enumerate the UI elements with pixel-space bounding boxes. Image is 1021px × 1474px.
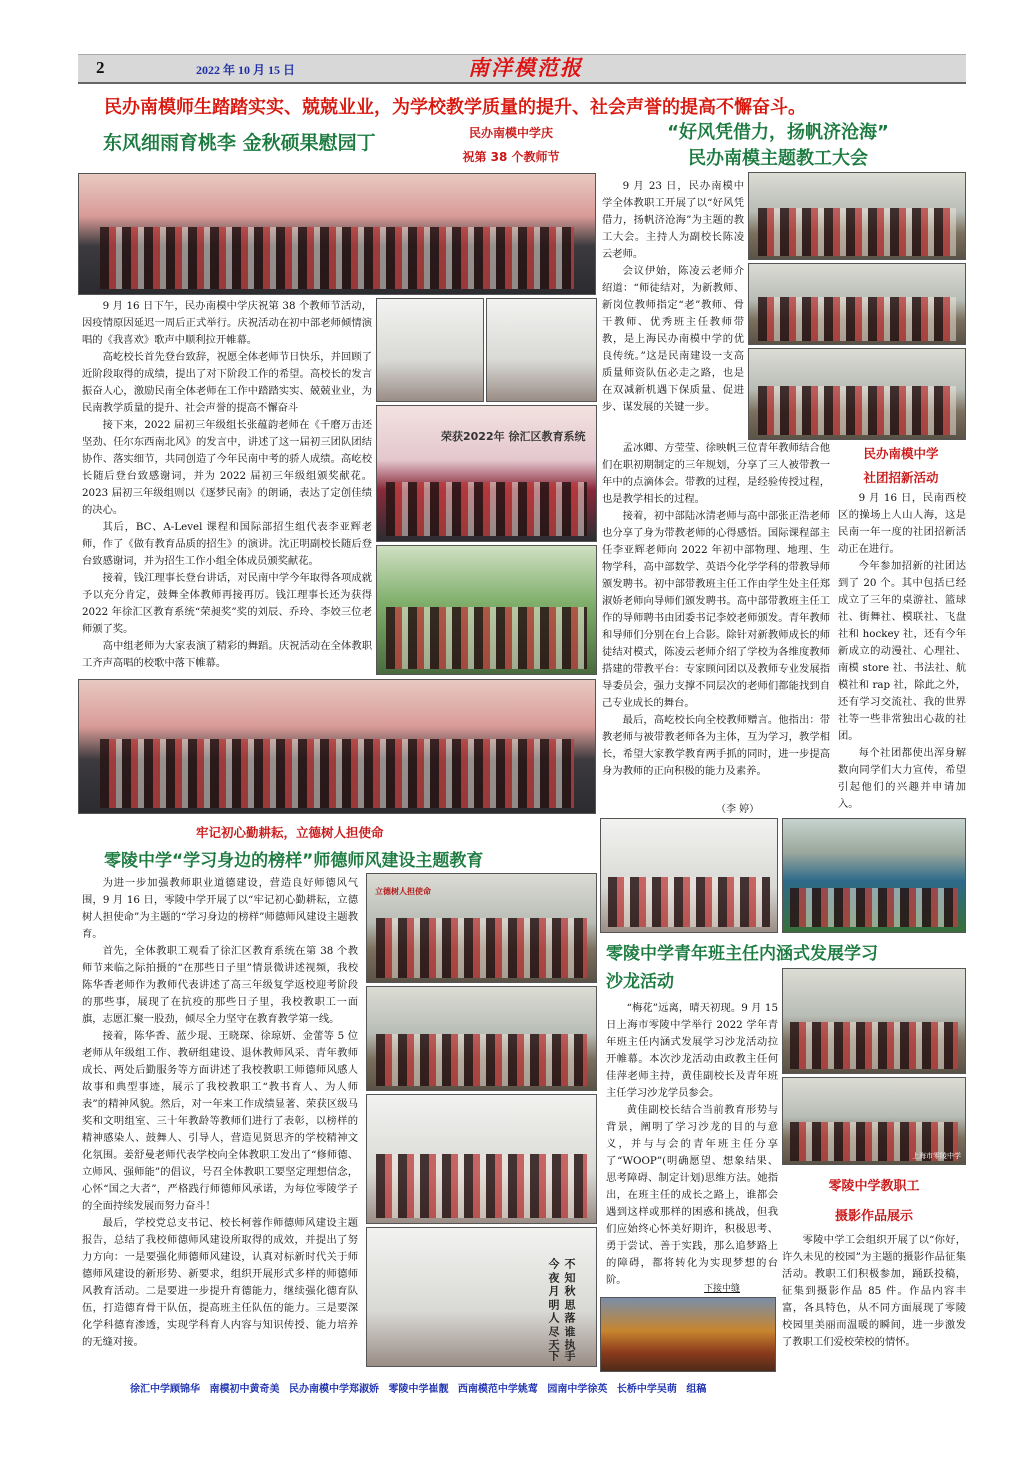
art3-title-line1: 民办南模中学 [863, 446, 939, 461]
art4-photo-flowers [366, 1094, 597, 1224]
art3-body [838, 490, 966, 815]
masthead-logo: 南洋模范报 [468, 55, 583, 80]
art4-title: 零陵中学“学习身边的榜样”师德师风建设主题教育 [104, 851, 484, 871]
art4-photo-banners [366, 986, 597, 1091]
art3-para: 每个社团都使出浑身解数向同学们大力宣传，希望引起他们的兴趣并申请加入。 [838, 747, 966, 810]
art2-photo-3 [748, 348, 966, 440]
art5-para: 黄佳副校长结合当前教育形势与背景，阐明了学习沙龙的目的与意义，并与与会的青年班主任分享了“WOOP”(明确愿望、想象结果、思考障碍、制定计划)思维方法。她指出，在班主任的成长之路上，谁都会遇到这样或那样的困惑和挑战，但我们应始终心怀美好期许，积极思考、勇于尝试、善于实践，那么追梦路上的障碍，都将转化为实现梦想的台阶。 [606, 1104, 778, 1286]
art6-para: 零陵中学工会组织开展了以“你好，许久未见的校园”为主题的摄影作品征集活动。教职工们积极参加，踊跃投稿，征集到摄影作品 85 件。作品内容丰富，各具特色，从不同方面展现了零陵校园里美丽而温暖的瞬间，进一步激发了教职工们爱校荣校的情怀。 [782, 1234, 966, 1348]
art1-kicker-line2: 祝第 38 个教师节 [462, 150, 560, 164]
art5-photo-watermark: 上海市零陵中学 [912, 1152, 961, 1160]
art4-calligraphy-signs [387, 1258, 577, 1366]
page-number: 2 [96, 58, 105, 77]
art5-body [606, 1000, 778, 1290]
art1-para: 高屹校长首先登台致辞，祝愿全体老师节日快乐，并回顾了近阶段取得的成绩，提出了对下阶段工作的希望。高校长的发言振奋人心，激励民南全体老师在工作中踏踏实实、兢兢业业，为民南教学质量的提升、社会声誉的提高不懈奋斗 [82, 351, 372, 414]
art5-para: “梅花”远离，晴天初现。9 月 15 日上海市零陵中学举行 2022 学年青年班主任内涵式发展学习沙龙活动拉开帷幕。本次沙龙活动由政教主任何佳萍老师主持，黄佳副校长及青年班主任学习沙龙学员参会。 [606, 1002, 778, 1099]
art1-para: 9 月 16 日下午，民办南模中学庆祝第 38 个教师节活动，因疫情原因延迟一周后正式举行。庆祝活动在初中部老师倾情演唱的《我喜欢》歌声中顺利拉开帷幕。 [82, 300, 372, 346]
art1-photo-award [376, 405, 597, 542]
art3-para: 9 月 16 日，民南西校区的操场上人山人海，这是民南一年一度的社团招新活动正在进行。 [838, 492, 966, 555]
page-headline: 民办南模师生踏踏实实、兢兢业业，为学校教学质量的提升、社会声誉的提高不懈奋斗。 [104, 97, 806, 118]
art4-photo-award [366, 873, 597, 983]
art4-para: 为进一步加强教师职业道德建设，营造良好师德风气围，9 月 16 日，零陵中学开展了以“牢记初心勤耕耘，立德树人担使命”为主题的“学习身边的榜样”师德师风建设主题教育。 [82, 877, 358, 940]
art2-para: 孟冰卿、方莹莹、徐映帆三位青年教师结合他们在职初期制定的三年规划，分享了三人被带教一年中的点滴体会。带教的过程，是经验传授过程，也是教学相长的过程。 [602, 442, 830, 505]
art4-body [82, 875, 358, 1375]
art4-photo-banner: 立德树人担使命 [375, 887, 431, 896]
issue-date: 2022 年 10 月 15 日 [196, 63, 296, 77]
art3-title-line2: 社团招新活动 [863, 470, 939, 485]
art6-title-line1: 零陵中学教职工 [828, 1179, 920, 1194]
art1-photo-group [78, 173, 596, 295]
sign-text: 秋月 [547, 1285, 576, 1296]
art4-para: 最后，学校党总支书记、校长柯蓉作师德师风建设主题报告，总结了我校师德师风建设所取得的成效，并提出了努力方向：一是要强化师德师风建设，认真对标新时代关于师德师风建设的新形势、新要求，组织开展形式多样的师德师风教育活动。二是要进一步提升育德能力，继续强化德育队伍，打造德育骨干队伍，提高班主任队伍的能力。三是要深化学科德育渗透，实现学科育人内容与知识传授、能力培养的无缝对接。 [82, 1217, 358, 1348]
art2-para: 9 月 23 日，民办南模中学全体教职工开展了以“好风凭借力，扬帆济沧海”为主题的教工大会。主持人为副校长陈凌云老师。 [602, 180, 744, 260]
art1-photo-award-wide [78, 679, 596, 814]
art2-photo-2 [748, 263, 966, 345]
art1-para: 接下来，2022 届初三年级组长张蕴韵老师在《千磨万击还坚劲、任尔东西南北风》的发言中，讲述了这一届初三团队团结协作、落实细节，共同创造了今年民南中考的骄人成绩。高屹校长随后登台致感谢词，并为 2022 届初三年级组颁奖献花。2023 届初三年级组则以《逐梦民南》的朗诵，表达了定创佳绩的决心。 [82, 419, 372, 516]
art2-body-top [602, 178, 744, 436]
art4-para: 首先，全体教职工观看了徐汇区教育系统在第 38 个教师节来临之际拍摄的“在那些日子里”情景微讲述视频，我校陈华香老师作为教师代表讲述了高三年级复学返校迎考阶段的那些事，展现了在抗疫的那些日子里，我校教职工一面旗，志愿汇聚一股劲，倾尽全力坚守在教育教学第一线。 [82, 945, 358, 1025]
art1-para: 接着，钱江理事长登台讲话，对民南中学今年取得各项成就予以充分肯定，鼓舞全体教师再接再厉。钱江理事长还为获得 2022 年徐汇区教育系统“荣昶奖”奖的刘辰、乔玲、李姣三位老师颁了奖。 [82, 572, 372, 635]
art6-body [782, 1232, 966, 1372]
art2-para: 接着，初中部陆冰清老师与高中部张正浩老师也分享了身为带教老师的心得感悟。国际课程部主任李亚辉老师向 2022 年初中部物理、地理、生物学科，高中部数学、英语今化学学科的带教导师颁发聘书。初中部带教班主任工作由学生处主任郑淑娇老师向导师们颁发聘书。高中部带教班主任工作的导师聘书由团委书记李姣老师颁发。青年教师和导师们分别在台上合影。除针对新教师成长的师徒结对模式，陈凌云老师介绍了学校为各维度教师搭建的带教平台：专家顾问团以及教师专业发展指导委员会，强力支撑不同层次的老师们都能找到自己专业成长的舞台。 [602, 510, 830, 709]
art2-photo-1 [748, 172, 966, 260]
art5-title-line1: 零陵中学青年班主任内涵式发展学习 [606, 944, 878, 964]
art3-photo-booth [600, 818, 778, 933]
art1-photo-speaker-1 [376, 298, 484, 402]
art1-photo-caption: 荣获2022年 徐汇区教育系统 [441, 430, 586, 443]
art1-kicker [436, 121, 586, 169]
art1-photo-speaker-2 [486, 298, 597, 402]
art4-photo-calligraphy [366, 1227, 597, 1367]
art1-body [82, 298, 372, 678]
art6-title [782, 1172, 966, 1232]
art2-para: 最后，高屹校长向全校教师赠言。他指出：带教老师与被带教老师各为主体，互为学习，教学相长，希望大家教学教育两手抓的同时，进一步提高身为教师的正向积极的能力及素养。 [602, 714, 830, 777]
sign-text: 落人 [547, 1312, 576, 1323]
art5-title-line2: 沙龙活动 [606, 972, 674, 992]
art2-body-bottom [602, 440, 830, 815]
art2-author: （李 婷） [716, 804, 760, 815]
sign-text: 思明 [547, 1298, 576, 1310]
sign-text: 谁尽 [547, 1325, 576, 1337]
art2-para: 会议伊始，陈凌云老师介绍道：“师徒结对，为新教师、新岗位教师指定“老”教师、骨干教师、优秀班主任教师带教，是上海民办南模中学的优良传统。”这是民南建设一支高质量师资队伍必走之路，也是在双减新机遇下保质量、促进步、谋发展的关键一步。 [602, 265, 744, 413]
art5-photo-salon-1 [782, 968, 966, 1074]
art2-title-line1: “好风凭借力，扬帆济沧海” [667, 122, 889, 143]
sign-text: 执手天下 [547, 1339, 576, 1361]
art4-para: 接着，陈华香、蓝少琨、王晓琛、徐琼妍、金蕾等 5 位老师从年级组工作、教研组建设、退休教师风采、青年教师成长、两处后勤服务等方面讲述了我校教职工师德师风感人故事和典型事迹，展示了我校教职工“教书育人、为人师表”的精神风貌。然后，对一年来工作成绩显著、荣获区级马奖和文明组室、三十年教龄等教师们进行了表彰，以榜样的精神感染人、鼓舞人、引导人，营造见贤思齐的学校精神文化氛围。姜舒曼老师代表学校向全体教职工发出了“修师德、立师风、强师能”的倡议，号召全体教职工要坚定理想信念，心怀“国之大者”，严格践行师德师风承诺，为每位零陵学子的全面持续发展而努力奋斗！ [82, 1030, 358, 1212]
art1-title: 东风细雨育桃李 金秋硕果慰园丁 [103, 132, 376, 154]
sign-text: 知夜 [547, 1271, 576, 1283]
art1-photo-dance-group [376, 545, 597, 675]
page-footer-credits: 徐汇中学顾锦华 南模初中黄奇美 民办南模中学郑淑娇 零陵中学崔靓 西南模范中学姚莺 园南中学徐英 长桥中学吴萌 组稿 [130, 1384, 707, 1395]
art2-title-line2: 民办南模主题教工大会 [688, 148, 868, 169]
art1-para: 其后，BC、A-Level 课程和国际部招生组代表李亚辉老师，作了《做有教育品质的招生》的演讲。沈正明副校长随后登台致感谢词，并为招生工作小组全体成员颁奖献花。 [82, 521, 372, 567]
sign-text: 不今 [547, 1258, 576, 1269]
art1-kicker-line1: 民办南模中学庆 [468, 126, 553, 140]
art6-title-line2: 摄影作品展示 [834, 1209, 913, 1224]
art5-continued-note: 下接中缝 [704, 1284, 741, 1294]
art6-photo-campus [600, 1297, 776, 1372]
art3-photo-court [782, 818, 966, 933]
art2-title [628, 120, 928, 172]
art4-kicker: 牢记初心勤耕耘，立德树人担使命 [196, 825, 384, 840]
art3-para: 今年参加招新的社团达到了 20 个。其中包括已经成立了三年的桌游社、篮球社、街舞社、模联社、飞盘社和 hockey 社，还有今年新成立的动漫社、心理社、南模 store 社、书法社、航模社和 rap 社，除此之外，还有学习交流社、我的世界社等一些非常独出心裁的社团。 [838, 560, 966, 742]
art1-para: 高中组老师为大家表演了精彩的舞蹈。庆祝活动在全体教职工齐声高唱的校歌中落下帷幕。 [82, 640, 372, 669]
art5-photo-salon-2 [782, 1077, 966, 1165]
art3-title [838, 442, 964, 490]
